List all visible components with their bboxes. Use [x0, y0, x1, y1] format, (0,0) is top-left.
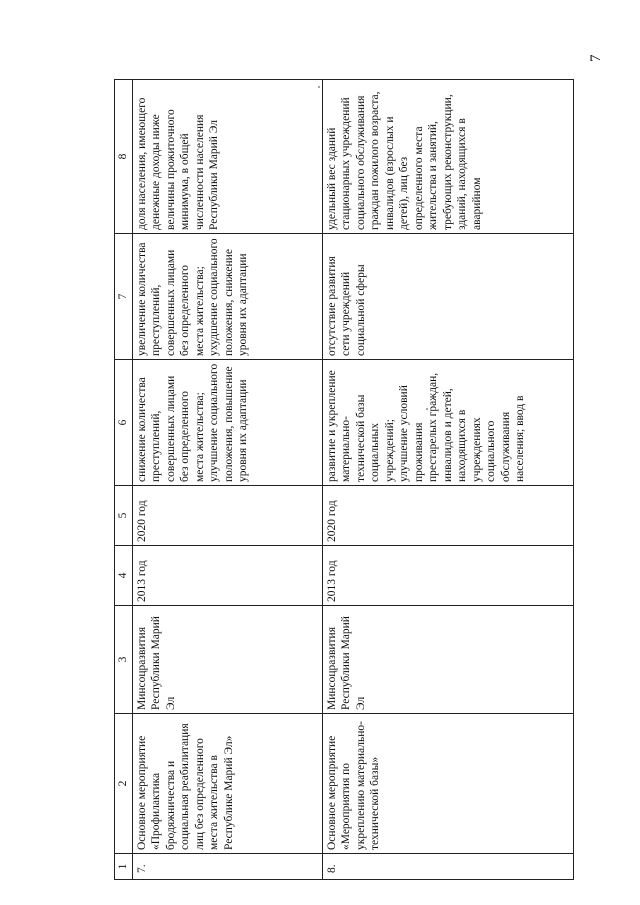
- header-cell: 6: [115, 360, 133, 486]
- event-name: Основное мероприятие «Мероприятия по укреплению материально-технической базы»: [322, 714, 574, 854]
- table-row: [132, 80, 322, 880]
- page-number: 7: [588, 54, 604, 62]
- row-number: 8.: [322, 854, 574, 880]
- expected-result: развитие и укрепление материально-технической базы социальных учреждений; улучшение условий проживания престарелых граждан, инвалидов и детей, находящихся в учреждениях социального обслуживания населения; ввод в: [322, 360, 574, 486]
- table-row: [322, 80, 574, 880]
- header-cell: 5: [115, 486, 133, 546]
- related-indicators: удельный вес зданий стационарных учреждений социального обслуживания граждан пожилого возраста, инвалидов (взрослых и детей), лиц без определенного места жительства и занятий, требующих реконструкции, зданий, находящихся в аварийном: [322, 80, 574, 234]
- non-implementation-consequences: отсутствие развития сети учреждений социальной сферы: [322, 234, 574, 360]
- executor: Минсоцразвития Республики Марий Эл: [322, 606, 574, 714]
- header-row: [115, 80, 133, 880]
- start-year: 2013 год: [322, 546, 574, 606]
- start-year: 2013 год: [132, 546, 322, 606]
- header-cell: 7: [115, 234, 133, 360]
- non-implementation-consequences: увеличение количества преступлений, совершенных лицами без определенного места жительства; ухудшение социального положения, снижение уровня их адаптации: [132, 234, 322, 360]
- row-number: 7.: [132, 854, 322, 880]
- end-year: 2020 год: [322, 486, 574, 546]
- expected-result: снижение количества преступлений, совершенных лицами без определенного места жительства; улучшение социального положения, повышение уровня их адаптации: [132, 360, 322, 486]
- header-cell: 3: [115, 606, 133, 714]
- header-cell: 2: [115, 714, 133, 854]
- related-indicators: доля населения, имеющего денежные доходы ниже величины прожиточного минимума, в общей численности населения Республики Марий Эл: [132, 80, 322, 234]
- event-name: Основное мероприятие «Профилактика бродяжничества и социальная реабилитация лиц без определенного места жительства в Республике Марий Эл»: [132, 714, 322, 854]
- program-table: [114, 79, 574, 880]
- executor: Минсоцразвития Республики Марий Эл: [132, 606, 322, 714]
- header-cell: 8: [115, 80, 133, 234]
- end-year: 2020 год: [132, 486, 322, 546]
- rotated-page: [114, 80, 574, 880]
- header-cell: 1: [115, 854, 133, 880]
- header-cell: 4: [115, 546, 133, 606]
